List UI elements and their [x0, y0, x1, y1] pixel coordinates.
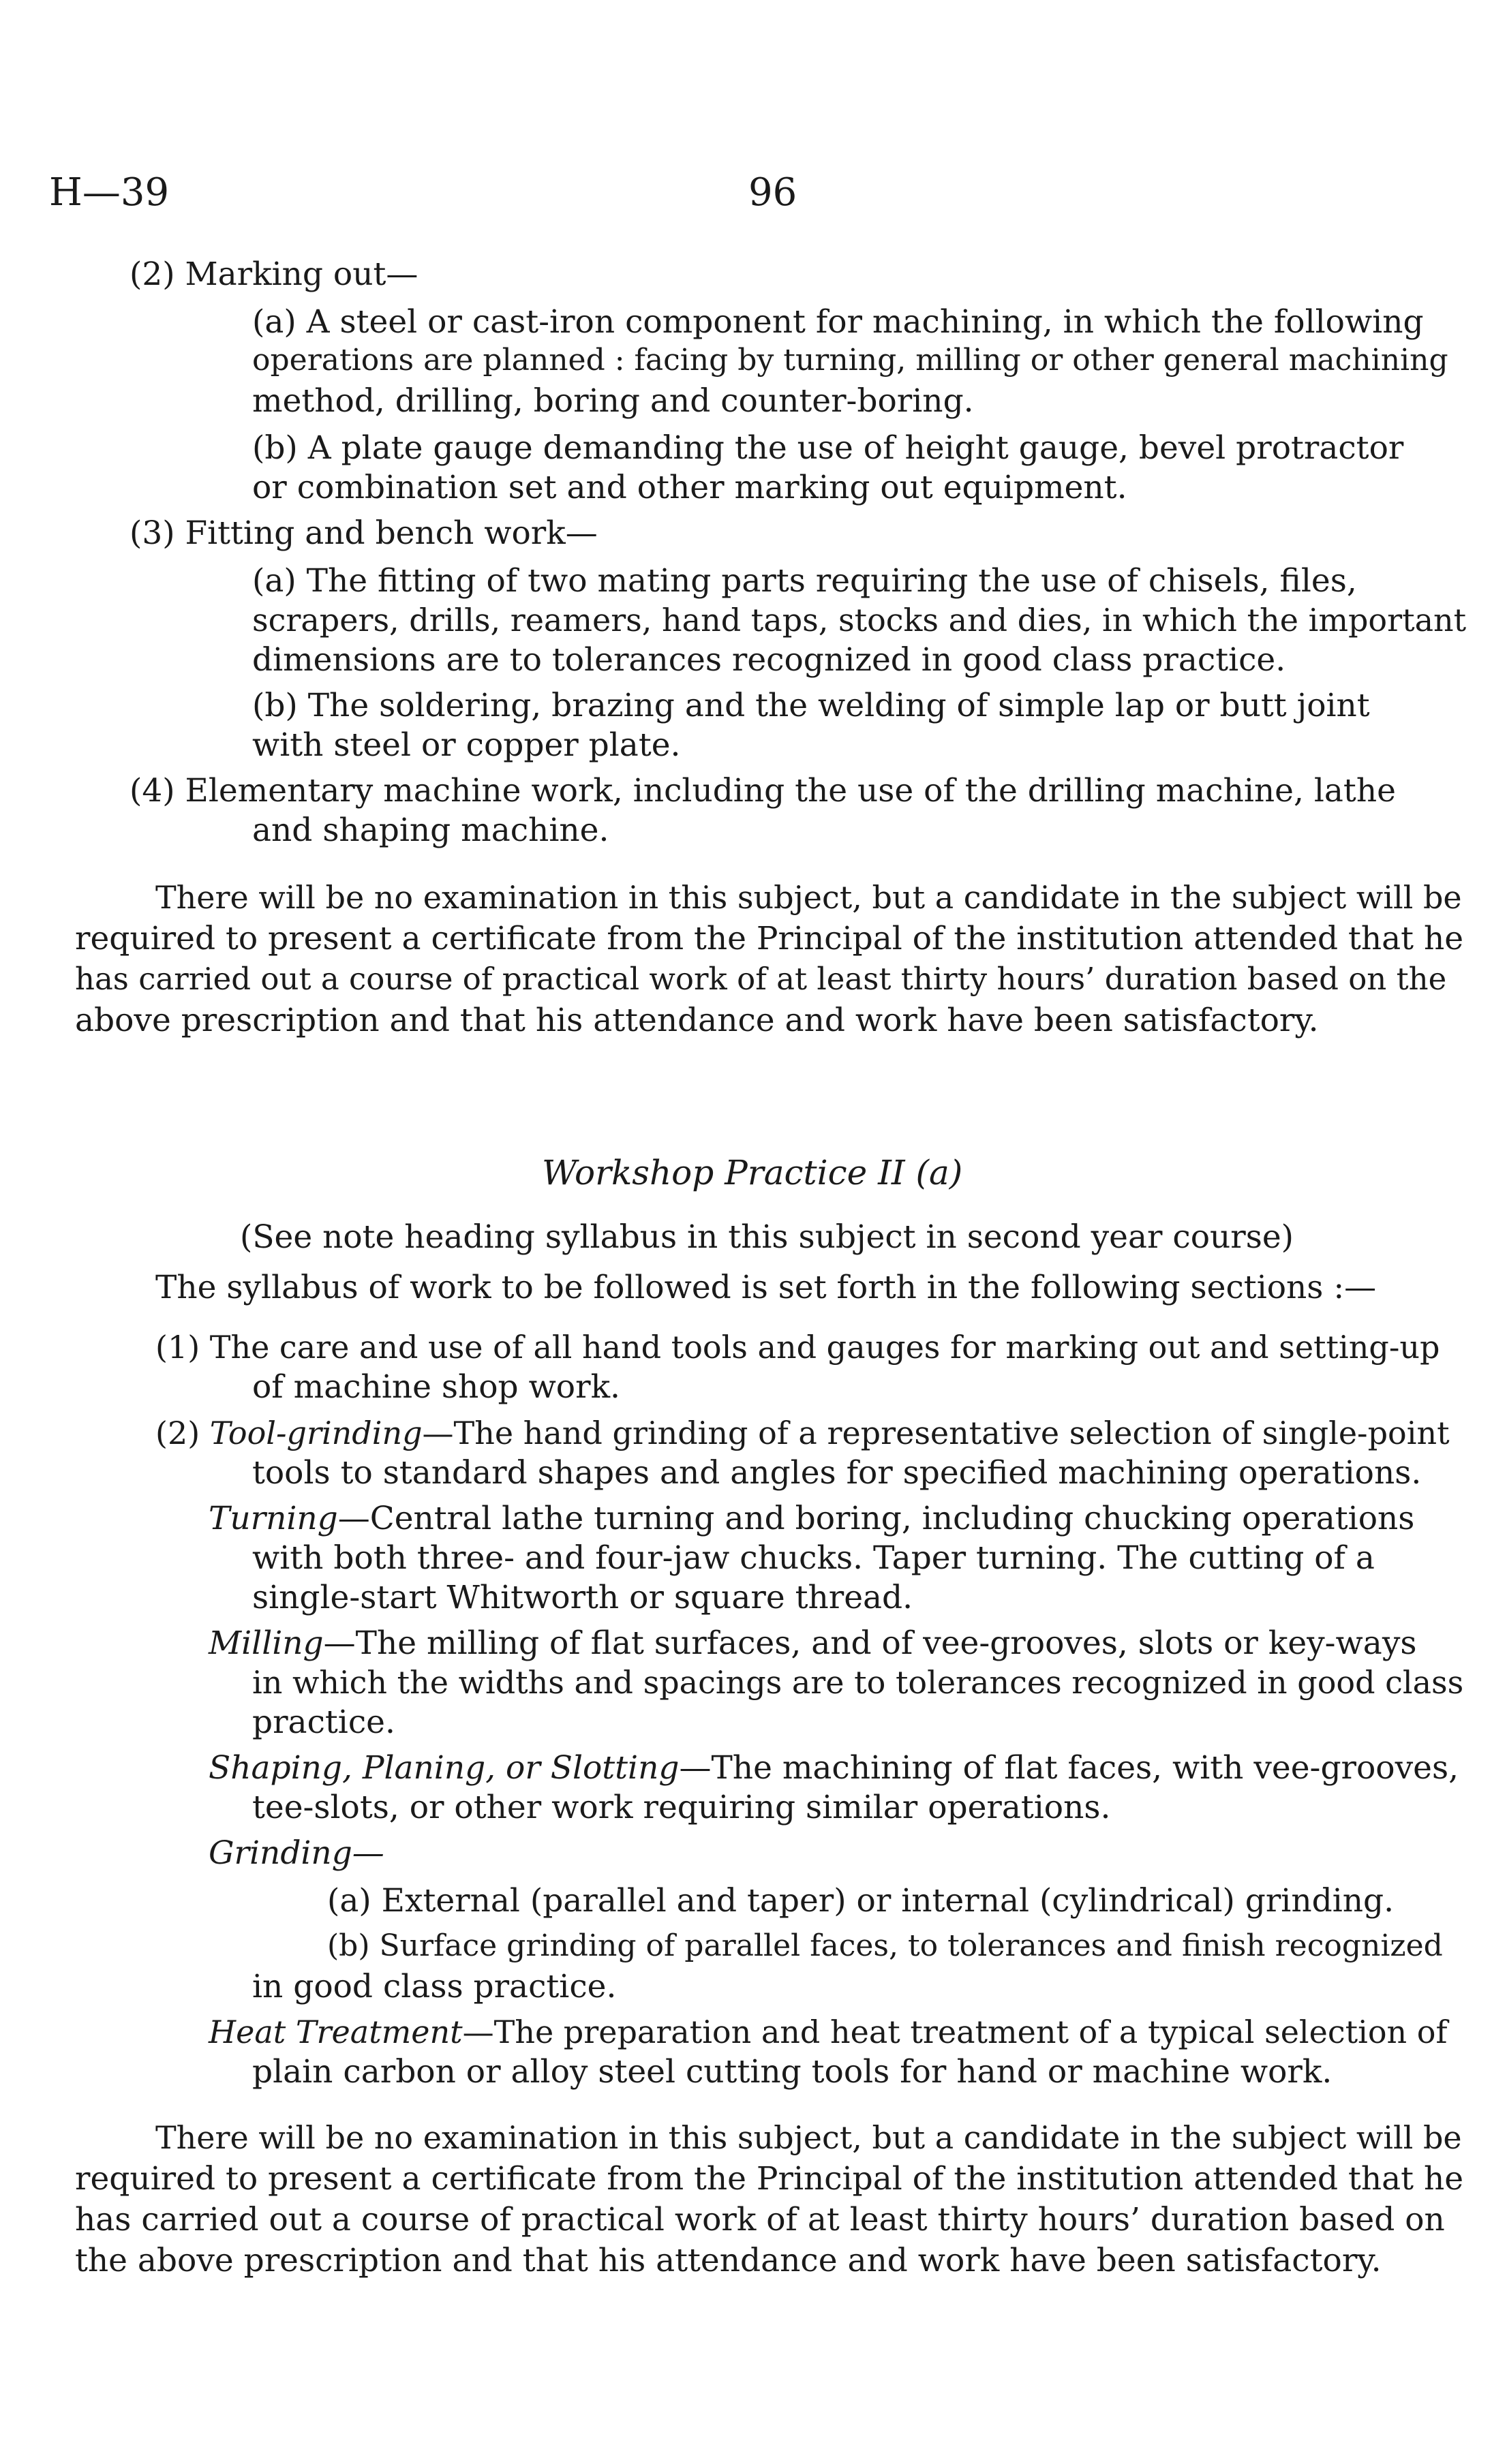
examination-note-1-line-2: required to present a certificate from the Principal of the institution attended that he — [75, 920, 1464, 957]
milling-line-2: in which the widths and spacings are to tolerances recognized in good class — [252, 1664, 1464, 1701]
machine-work-line-2: and shaping machine. — [252, 812, 609, 849]
marking-out-item-b-line-2: or combination set and other marking out equipment. — [252, 469, 1127, 506]
marking-out-item-b-line-1: (b) A plate gauge demanding the use of height gauge, bevel protractor — [252, 429, 1404, 467]
examination-note-1-line-1: There will be no examination in this subject, but a candidate in the subject will be — [155, 879, 1462, 916]
tool-grinding-text: —The hand grinding of a representative selection of single-point — [422, 1415, 1450, 1451]
shaping-line-2: tee-slots, or other work requiring similar operations. — [252, 1789, 1111, 1826]
fitting-item-b-line-2: with steel or copper plate. — [252, 726, 681, 764]
grinding-item-a: (a) External (parallel and taper) or internal (cylindrical) grinding. — [327, 1882, 1395, 1920]
examination-note-2-line-3: has carried out a course of practical work of at least thirty hours’ duration based on — [75, 2201, 1445, 2238]
shaping-term: Shaping, Planing, or Slotting — [209, 1749, 680, 1787]
heat-treatment-line-1 — [209, 2014, 1448, 2050]
machine-work-line-1: (4) Elementary machine work, including the use of the drilling machine, lathe — [130, 772, 1396, 810]
milling-text: —The milling of flat surfaces, and of vee-grooves, slots or key-ways — [323, 1624, 1417, 1662]
fitting-item-b-line-1: (b) The soldering, brazing and the welding of simple lap or butt joint — [252, 687, 1370, 724]
fitting-heading: (3) Fitting and bench work— — [130, 514, 598, 552]
grinding-item-b-line-2: in good class practice. — [252, 1968, 617, 2005]
marking-out-item-a-line-3: method, drilling, boring and counter-boring. — [252, 382, 974, 420]
marking-out-item-a-line-2: operations are planned : facing by turning, milling or other general machining — [252, 343, 1448, 378]
grinding-heading: Grinding— — [209, 1834, 384, 1872]
section-title: Workshop Practice II (a) — [542, 1153, 963, 1192]
turning-line-3: single-start Whitworth or square thread. — [252, 1579, 913, 1616]
heat-treatment-text: —The preparation and heat treatment of a typical selection of — [462, 2014, 1448, 2050]
milling-line-1 — [209, 1624, 1416, 1662]
tool-grinding-line-1 — [155, 1415, 1450, 1451]
document-reference: H—39 — [49, 170, 170, 215]
heat-treatment-term: Heat Treatment — [209, 2014, 463, 2050]
marking-out-item-a-line-1: (a) A steel or cast-iron component for machining, in which the following — [252, 303, 1424, 341]
grinding-item-b-line-1: (b) Surface grinding of parallel faces, to tolerances and finish recognized — [327, 1928, 1443, 1963]
milling-line-3: practice. — [252, 1704, 395, 1741]
heat-treatment-line-2: plain carbon or alloy steel cutting tools for hand or machine work. — [252, 2053, 1333, 2091]
examination-note-1-line-4: above prescription and that his attendance and work have been satisfactory. — [75, 1002, 1319, 1039]
fitting-item-a-line-1: (a) The fitting of two mating parts requiring the use of chisels, files, — [252, 562, 1357, 600]
examination-note-1-line-3: has carried out a course of practical work of at least thirty hours’ duration based on the — [75, 961, 1447, 997]
examination-note-2-line-4: the above prescription and that his attendance and work have been satisfactory. — [75, 2242, 1382, 2279]
marking-out-heading: (2) Marking out— — [130, 256, 418, 293]
examination-note-2-line-1: There will be no examination in this subject, but a candidate in the subject will be — [155, 2119, 1462, 2156]
item-1-line-1: (1) The care and use of all hand tools and gauges for marking out and setting-up — [155, 1329, 1440, 1366]
turning-text: —Central lathe turning and boring, including chucking operations — [337, 1500, 1415, 1537]
page-number: 96 — [748, 170, 797, 215]
tool-grinding-line-2: tools to standard shapes and angles for specified machining operations. — [252, 1454, 1422, 1492]
section-intro: The syllabus of work to be followed is set forth in the following sections :— — [155, 1269, 1377, 1306]
turning-line-2: with both three- and four-jaw chucks. Taper turning. The cutting of a — [252, 1539, 1375, 1577]
turning-term: Turning — [209, 1500, 338, 1537]
milling-term: Milling — [209, 1624, 324, 1662]
shaping-text: —The machining of flat faces, with vee-grooves, — [679, 1749, 1459, 1787]
shaping-line-1 — [209, 1749, 1459, 1787]
fitting-item-a-line-2: scrapers, drills, reamers, hand taps, stocks and dies, in which the important — [252, 602, 1467, 638]
item-1-line-2: of machine shop work. — [252, 1368, 620, 1406]
tool-grinding-term: Tool-grinding — [209, 1415, 423, 1451]
examination-note-2-line-2: required to present a certificate from the Principal of the institution attended that he — [75, 2160, 1464, 2198]
item-2-label: (2) — [155, 1415, 210, 1451]
fitting-item-a-line-3: dimensions are to tolerances recognized in good class practice. — [252, 641, 1286, 679]
turning-line-1 — [209, 1500, 1414, 1537]
section-note: (See note heading syllabus in this subject in second year course) — [240, 1218, 1294, 1256]
